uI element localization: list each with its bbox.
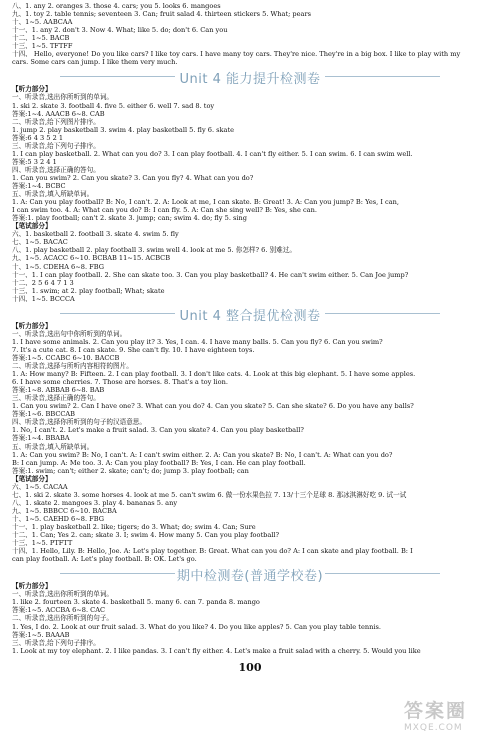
text-line: 十三、1~5. PTFTT bbox=[12, 539, 73, 548]
text-line: 四、听录音,选择正确的答句。 bbox=[12, 165, 100, 174]
text-line: 1. A: How many? B: Fifteen. 2. I can play football. 3. I don't like cats. 4. Look at this big elephant. 5. I have some apples. bbox=[12, 370, 416, 379]
text-line: 七、1. ski 2. skate 3. some horses 4. look at me 5. can't swim 6. 做一份水果色拉 7. 13/十三个足球 8. 那冰淇淋好吃 9. 试一试 bbox=[12, 490, 407, 499]
text-line: 十、1~5. CAEHD 6~8. FBG bbox=[12, 514, 104, 523]
text-line: 八、1. skate 2. mangoes 3. play 4. bananas 5. any bbox=[12, 498, 178, 507]
text-line: 答案:1~6. BBCCAB bbox=[12, 410, 76, 419]
section-title: Unit 4 整合提优检测卷 bbox=[0, 305, 500, 324]
text-line: 九、1~5. BBBCC 6~10. BACBA bbox=[12, 506, 117, 515]
watermark-logo bbox=[404, 696, 492, 733]
text-line: 九、1. toy 2. table tennis; seventeen 3. Can; fruit salad 4. thirteen stickers 5. What; pears bbox=[12, 10, 312, 19]
text-line: 六、1. basketball 2. football 3. skate 4. swim 5. fly bbox=[12, 230, 179, 239]
text-line: 十一、1. play basketball 2. like; tigers; do 3. What; do; swim 4. Can; Sure bbox=[12, 523, 256, 531]
text-line: 答案:1~5. ACCBA 6~8. CAC bbox=[12, 606, 106, 615]
text-line: 答案:1~4. BBABA bbox=[12, 434, 70, 443]
text-line: 十三、1. swim; at 2. play football; What; skate bbox=[12, 286, 165, 295]
text-line: B: I can jump. A: Me too. 3. A: Can you play football? B: Yes, I can. He can play football. bbox=[12, 458, 306, 467]
text-line: 【听力部分】 bbox=[12, 582, 52, 591]
text-line: 答案:1~8. ABBAB 6~8. BAB bbox=[12, 386, 105, 395]
text-line: 十、1~5. CDEHA 6~8. FBG bbox=[12, 262, 104, 271]
text-line: 1. jump 2. play basketball 3. swim 4. play basketball 5. fly 6. skate bbox=[12, 125, 235, 134]
text-line: 八、1. any 2. oranges 3. those 4. cars; you 5. looks 6. mangoes bbox=[12, 2, 221, 10]
text-line: 三、听录音,给下列句子排序。 bbox=[12, 141, 100, 150]
text-line: 十四、 Hello, everyone! Do you like cars? I like toy cars. I have many toy cars. They're nice. They're in a big box. I like to play with my bbox=[12, 50, 461, 59]
text-line: 九、1~5. ACACC 6~10. BCBAB 11~15. ACBCB bbox=[12, 254, 171, 263]
text-line: 三、听录音,给下列句子排序。 bbox=[12, 638, 100, 647]
text-line: can play football. A: Let's play football. B: OK. Let's go. bbox=[12, 555, 197, 564]
text-line: 1. No, I can't. 2. Let's make a fruit salad. 3. Can you skate? 4. Can you play basketball? bbox=[12, 426, 304, 435]
text-line: cars. Some cars can jump. I like them very much. bbox=[12, 58, 178, 67]
section-title: Unit 4 能力提升检测卷 bbox=[0, 68, 500, 87]
page-number: 100 bbox=[238, 660, 262, 674]
text-line: 答案:1. play football; can't 2. skate 3. jump; can; swim 4. do; fly 5. sing bbox=[12, 214, 247, 223]
text-line: 1. A: Can you play football? B: No, I can't. 2. A: Look at me, I can skate. B: Great! 3. A: Can you jump? B: Yes, I can, bbox=[12, 198, 399, 207]
text-line: 二、听录音,给下列图片排序。 bbox=[12, 117, 100, 126]
text-line: 五、听录音,填入所缺单词。 bbox=[12, 190, 94, 199]
text-line: 1. like 2. fourteen 3. skate 4. basketball 5. many 6. can 7. panda 8. mango bbox=[12, 598, 260, 607]
text-line: 一、听录音,选出你所听到的单词。 bbox=[12, 590, 114, 599]
watermark-text: 答案圈 bbox=[404, 700, 468, 722]
text-line: 十四、1. Hello, Lily. B: Hello, Joe. A: Let's play together. B: Great. What can you do? A: I can skate and play football. B: I bbox=[12, 547, 413, 556]
text-line: 【笔试部分】 bbox=[12, 474, 52, 483]
text-line: 【听力部分】 bbox=[12, 321, 52, 330]
text-line: 十二、2 5 6 4 7 1 3 bbox=[12, 278, 74, 287]
text-line: 一、听录音,选出你所听到的单词。 bbox=[12, 93, 114, 102]
text-line: 1. Can you swim? 2. Can you skate? 3. Can you fly? 4. What can you do? bbox=[12, 173, 254, 182]
text-line: 八、1. play basketball 2. play football 3. swim well 4. look at me 5. 你怎样? 6. 别难过。 bbox=[12, 246, 296, 255]
text-line: 六、1~5. CACAA bbox=[12, 482, 68, 491]
text-line: 答案:5 3 2 4 1 bbox=[12, 157, 57, 166]
text-line: 1. Look at my toy elephant. 2. I like pandas. 3. I can't fly either. 4. Let's make a fruit salad with a cherry. 5. Would you like bbox=[12, 646, 421, 655]
text-line: 四、听录音,选择你所听到的句子的汉语意思。 bbox=[12, 418, 146, 427]
text-line: 【听力部分】 bbox=[12, 85, 52, 94]
text-line: 1. Yes, I do. 2. Look at our fruit salad. 3. What do you like? 4. Do you like apples? 5. Can you play table tennis. bbox=[12, 622, 381, 631]
text-line: 十三、1~5. TFTFF bbox=[12, 42, 73, 51]
text-line: 答案:6 4 3 5 2 1 bbox=[12, 133, 64, 142]
text-line: 1. Can you swim? 2. Can I have one? 3. What can you do? 4. Can you skate? 5. Can she skate? 6. Do you have any balls? bbox=[12, 402, 414, 411]
text-line: 十二、1~5. BACB bbox=[12, 34, 70, 43]
text-line: 答案:1~4. AAACB 6~8. CAB bbox=[12, 109, 105, 118]
text-line: 1. A: Can you swim? B: No, I can't. A: I can't swim either. 2. A: Can you skate? B: No, I can't. A: What can you do? bbox=[12, 450, 393, 459]
text-line: I can swim too. 4. A: What can you do? B: I can fly. 5. A: Can she sing well? B: Yes, she can. bbox=[12, 206, 317, 215]
text-line: 【笔试部分】 bbox=[12, 222, 52, 231]
text-line: 十一、1. any 2. don't 3. Now 4. What; like 5. do; don't 6. Can you bbox=[12, 26, 228, 35]
text-line: 五、听录音,填入所缺单词。 bbox=[12, 442, 94, 451]
text-line: 七、1~5. BACAC bbox=[12, 238, 68, 247]
text-line: 答案:1~5. CCABC 6~10. BACCB bbox=[12, 353, 120, 362]
text-line: 二、听录音,选出你所听到的句子。 bbox=[12, 614, 114, 623]
text-line: 1. I can play basketball. 2. What can you do? 3. I can play football. 4. I can't fly either. 5. I can swim. 6. I can swim well. bbox=[12, 149, 413, 158]
watermark-url: MXQE.COM bbox=[404, 723, 463, 733]
text-line: 一、听录音,选出句中你所听到的单词。 bbox=[12, 329, 127, 338]
text-line: 1. I have some animals. 2. Can you play it? 3. Yes, I can. 4. I have many balls. 5. Can you fly? 6. Can you swim? bbox=[12, 337, 383, 346]
text-line: 十四、1~5. BCCCA bbox=[12, 294, 75, 303]
text-line: 答案:1. swim; can't; either 2. skate; can't; do; jump 3. play football; can bbox=[12, 466, 249, 475]
text-line: 1. ski 2. skate 3. football 4. five 5. either 6. well 7. sad 8. toy bbox=[12, 101, 215, 110]
text-line: 答案:1~5. BAAAB bbox=[12, 630, 70, 639]
text-line: 6. I have some cherries. 7. Those are horses. 8. That's a toy lion. bbox=[12, 378, 228, 387]
text-line: 答案:1~4. BCBC bbox=[12, 182, 66, 190]
text-line: 十一、1. I can play football. 2. She can skate too. 3. Can you play basketball? 4. He can't swim either. 5. Can Joe jump? bbox=[12, 270, 409, 279]
text-line: 7. It's a cute cat. 8. I can skate. 9. She can't fly. 10. I have eighteen toys. bbox=[12, 345, 255, 354]
text-line: 二、听录音,选择与所听内容相符的图片。 bbox=[12, 362, 133, 370]
text-line: 三、听录音,选择正确的答句。 bbox=[12, 394, 100, 403]
section-title: 期中检测卷(普通学校卷) bbox=[0, 565, 500, 584]
text-line: 十二、1. Can; Yes 2. can; skate 3. I; swim 4. How many 5. Can you play football? bbox=[12, 531, 280, 540]
text-line: 十、1~5. AABCAA bbox=[12, 18, 73, 27]
